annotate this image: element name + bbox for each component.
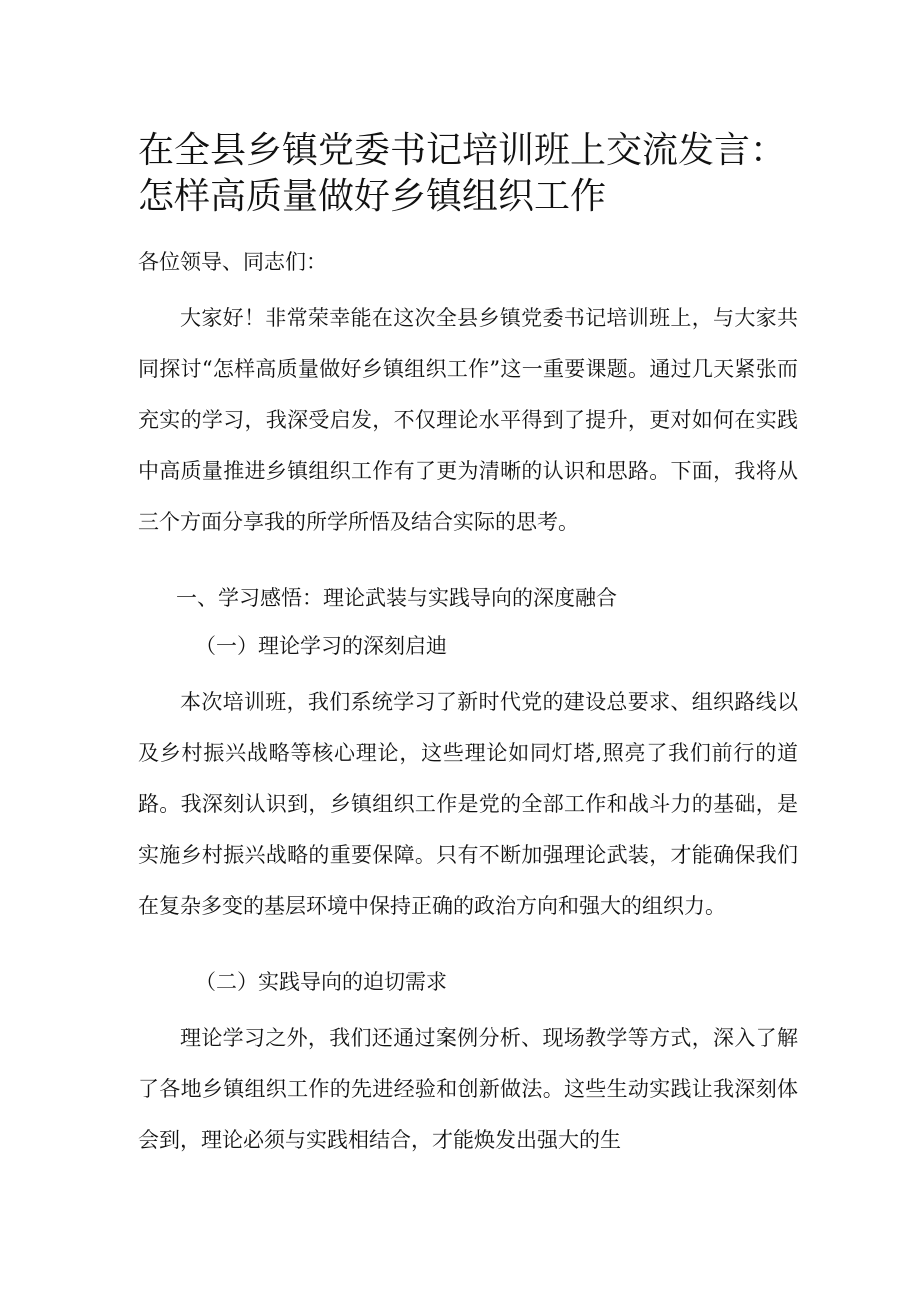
paragraph-theory: 本次培训班，我们系统学习了新时代党的建设总要求、组织路线以及乡村振兴战略等核心理论，这些理论如同灯塔,照亮了我们前行的道路。我深刻认识到，乡镇组织工作是党的全部工作和战斗力的基础，是实施乡村振兴战略的重要保障。只有不断加强理论武装，才能确保我们在复杂多变的基层环境中保持正确的政治方向和强大的组织力。 xyxy=(138,690,798,918)
document-title: 在全县乡镇党委书记培训班上交流发言：怎样高质量做好乡镇组织工作 xyxy=(138,130,787,217)
paragraph-intro: 大家好！非常荣幸能在这次全县乡镇党委书记培训班上，与大家共同探讨“怎样高质量做好乡镇组织工作”这一重要课题。通过几天紧张而充实的学习，我深受启发，不仅理论水平得到了提升，更对如何在实践中高质量推进乡镇组织工作有了更为清晰的认识和思路。下面，我将从三个方面分享我的所学所悟及结合实际的思考。 xyxy=(138,306,798,534)
section-heading-1: 一、学习感悟：理论武装与实践导向的深度融合 xyxy=(176,586,617,610)
subsection-heading-1-1: （一）理论学习的深刻启迪 xyxy=(195,634,447,658)
salutation: 各位领导、同志们： xyxy=(138,250,327,274)
subsection-heading-1-2: （二）实践导向的迫切需求 xyxy=(195,970,447,994)
paragraph-practice: 理论学习之外，我们还通过案例分析、现场教学等方式，深入了解了各地乡镇组织工作的先进经验和创新做法。这些生动实践让我深刻体会到，理论必须与实践相结合，才能焕发出强大的生 xyxy=(138,1026,798,1152)
